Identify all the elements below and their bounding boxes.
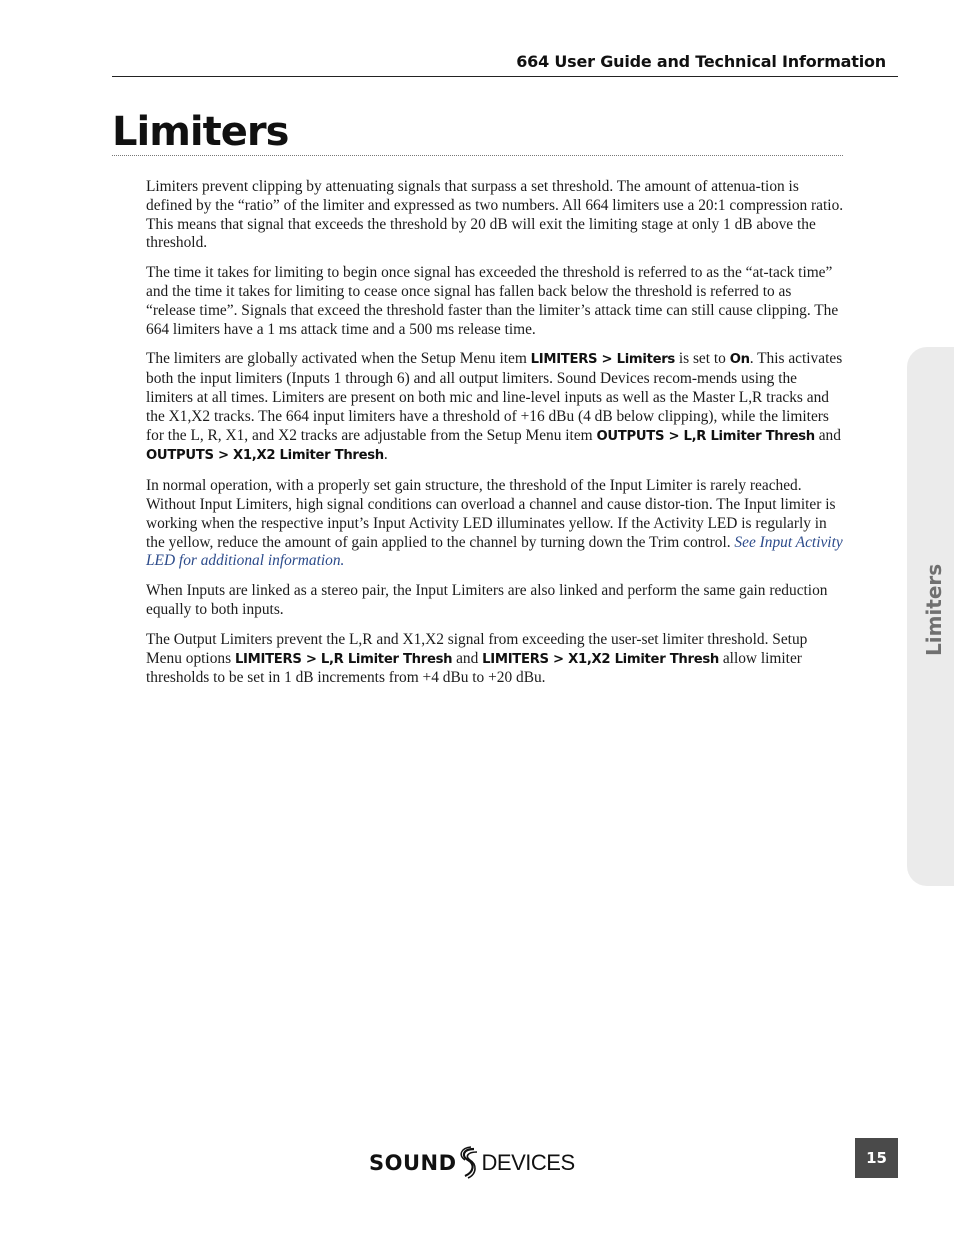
logo-word-devices: DEVICES	[481, 1150, 575, 1175]
paragraph-output-limiters	[146, 631, 844, 688]
title-divider	[112, 155, 843, 156]
page-number: 15	[855, 1138, 898, 1178]
paragraph-global-activation	[146, 350, 844, 466]
paragraph-intro: Limiters prevent clipping by attenuating signals that surpass a set threshold. The amount of attenua-tion is defined by the “ratio” of the limiter and expressed as two numbers. All 664 limiters use a 20:1 compression ratio. This means that signal that exceeds the threshold by 20 dB will exit the limiting stage at only 1 dB above the threshold.	[146, 178, 844, 252]
text-run: In normal operation, with a properly set gain structure, the threshold of the Input Limiter is rarely reached. Without Input Limiters, high signal conditions can overload a channel and cause distor-tion. The Input limiter is working when the respective input’s Input Activity LED illuminates yellow. If the Activity LED is regularly in the yellow, reduce the amount of gain applied to the channel by turning down the Trim control.	[146, 477, 836, 551]
menu-item-limiters-x1x2-thresh: LIMITERS > X1,X2 Limiter Thresh	[482, 651, 719, 667]
menu-item-limiters-lr-thresh: LIMITERS > L,R Limiter Thresh	[234, 651, 453, 667]
text-run: and	[814, 426, 841, 444]
logo-swirl-icon	[457, 1146, 481, 1180]
text-run: and	[452, 649, 483, 667]
paragraph-normal-operation	[146, 477, 844, 571]
section-side-tab-label: Limiters	[922, 563, 946, 656]
page-title: Limiters	[112, 109, 289, 155]
text-run: is set to	[674, 350, 730, 368]
text-run: . This activates both the input limiters (Inputs 1 through 6) and all output limiters. Sound Devices recom-mends using the limiters at all times. Limiters are present on both mic and line-level inputs as well as the Master L,R tracks and the X1,X2 tracks. The 664 input limiters have a threshold of +16 dBu (4 dB below clipping), while the limiters for the L, R, X1, and X2 tracks are adjustable from the Setup Menu item	[146, 350, 843, 444]
paragraph-attack-release: The time it takes for limiting to begin once signal has exceeded the threshold is referred to as the “at-tack time” and the time it takes for limiting to cease once signal has fallen back below the threshold is referred to as “release time”. Signals that exceed the threshold faster than the limiter’s attack time can still cause clipping. The 664 limiters have a 1 ms attack time and a 500 ms release time.	[146, 264, 839, 338]
menu-item-lr-limiter-thresh: OUTPUTS > L,R Limiter Thresh	[596, 428, 815, 444]
text-run: The limiters are globally activated when the Setup Menu item	[146, 350, 531, 368]
text-run: allow limiter thresholds to be set in 1 dB increments from +4 dBu to +20 dBu.	[146, 649, 802, 687]
paragraph-stereo-link: When Inputs are linked as a stereo pair, the Input Limiters are also linked and perform the same gain reduction equally to both inputs.	[146, 582, 828, 618]
sound-devices-logo	[369, 1146, 575, 1180]
menu-item-limiters: LIMITERS > Limiters	[530, 352, 675, 368]
menu-item-x1x2-limiter-thresh: OUTPUTS > X1,X2 Limiter Thresh	[146, 448, 384, 464]
body-text	[146, 178, 844, 699]
header-divider	[112, 76, 898, 77]
logo-word-sound: SOUND	[369, 1151, 457, 1175]
running-header: 664 User Guide and Technical Information	[516, 52, 886, 71]
text-run: .	[383, 446, 388, 464]
menu-value-on: On	[729, 352, 750, 368]
text-run: The Output Limiters prevent the L,R and X1,X2 signal from exceeding the user-set limiter threshold. Setup Menu options	[146, 630, 808, 667]
cross-reference-link[interactable]: See Input Activity LED for additional information.	[146, 533, 843, 570]
